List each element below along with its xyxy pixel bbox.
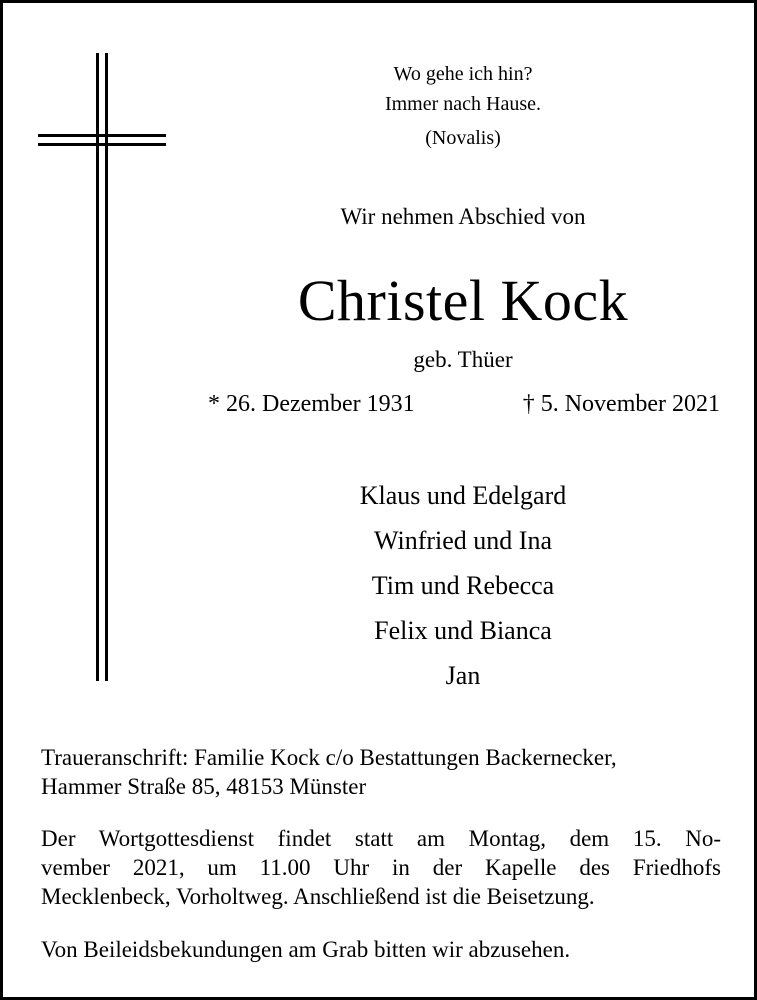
service-line-2: vember 2021, um 11.00 Uhr in der Kapelle des Friedhofs (41, 855, 721, 880)
mourning-address (41, 743, 721, 801)
maiden-name: geb. Thüer (413, 347, 513, 372)
condolence-note: Von Beileidsbekundungen am Grab bitten wir abzusehen. (41, 937, 571, 962)
service-line-3: Mecklenbeck, Vorholtweg. Anschließend ist die Beisetzung. (41, 884, 595, 909)
motto-line-1: Wo gehe ich hin? (393, 63, 533, 85)
mourner: Klaus und Edelgard (359, 481, 567, 510)
address-line-2: Hammer Straße 85, 48153 Münster (41, 774, 367, 799)
intro-text: Wir nehmen Abschied von (340, 204, 586, 229)
address-line-1: Traueranschrift: Familie Kock c/o Bestattungen Backernecker, (41, 745, 617, 770)
birth-date: * 26. Dezember 1931 (208, 391, 415, 417)
motto (303, 59, 623, 153)
service-line-1: Der Wortgottesdienst findet statt am Montag, dem 15. No- (41, 826, 721, 851)
deceased-name: Christel Kock (297, 268, 629, 333)
motto-attribution: (Novalis) (425, 127, 501, 149)
mourner: Felix und Bianca (374, 616, 552, 645)
mourners-list (208, 473, 718, 698)
mourner: Jan (445, 661, 481, 690)
mourner: Tim und Rebecca (371, 571, 555, 600)
service-info (41, 824, 721, 911)
mourner: Winfried und Ina (373, 526, 552, 555)
motto-line-2: Immer nach Hause. (384, 93, 542, 115)
death-date: † 5. November 2021 (522, 391, 720, 417)
